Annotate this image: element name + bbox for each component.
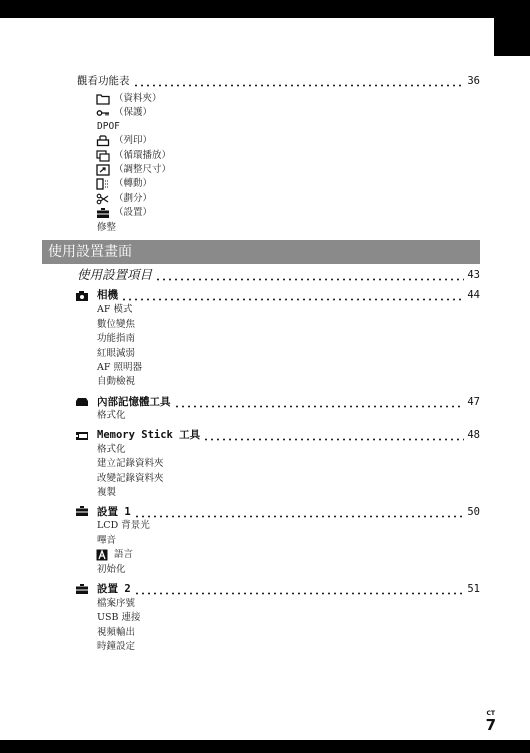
dot-leader — [203, 428, 464, 442]
camera-item: 紅眼減弱 — [97, 348, 136, 359]
toc-entry-title: 使用設置項目 — [77, 267, 153, 282]
memory-stick-item: 複製 — [97, 487, 117, 498]
setup1-item: 初始化 — [97, 564, 126, 575]
resize-icon — [96, 164, 110, 176]
camera-item: 自動檢視 — [97, 376, 136, 387]
memory-stick-icon — [75, 430, 89, 442]
top-border-bar — [0, 0, 530, 18]
view-item-setup: （設置） — [114, 207, 153, 218]
internal-memory-icon — [75, 396, 89, 408]
toc-entry-internal-memory[interactable] — [97, 395, 480, 409]
setup1-item: 語言 — [114, 549, 134, 560]
view-item-folder: （資料夾） — [114, 93, 162, 104]
camera-item: 功能指南 — [97, 333, 136, 344]
slideshow-icon — [96, 150, 110, 162]
internal-memory-item: 格式化 — [97, 410, 126, 421]
camera-icon — [75, 290, 89, 302]
divide-icon — [96, 193, 110, 205]
dot-leader — [133, 74, 465, 88]
toc-entry-page: 44 — [467, 289, 480, 301]
toc-entry-page: 48 — [467, 429, 480, 441]
view-item-trimming: 修整 — [97, 222, 117, 233]
toc-entry-page: 47 — [467, 396, 480, 408]
memory-stick-item: 建立記錄資料夾 — [97, 458, 164, 469]
folder-icon — [96, 93, 110, 105]
print-icon — [96, 135, 110, 147]
view-item-slideshow: （循環播放） — [114, 150, 172, 161]
view-item-protect: （保護） — [114, 107, 153, 118]
bottom-border-bar — [0, 740, 530, 753]
dot-leader — [134, 582, 465, 596]
toc-entry-page: 36 — [467, 75, 480, 87]
toc-entry-title: 內部記憶體工具 — [97, 396, 171, 408]
setup2-item: USB 連接 — [97, 612, 141, 623]
view-item-dpof: DPOF — [97, 121, 120, 132]
language-icon — [96, 549, 108, 561]
section-tab-marker — [494, 18, 530, 56]
toc-entry-setup-items[interactable] — [77, 268, 480, 282]
region-code: CT — [486, 710, 496, 717]
toolbox-icon — [75, 505, 89, 517]
toc-entry-setup1[interactable] — [97, 505, 480, 519]
memory-stick-item: 改變記錄資料夾 — [97, 473, 164, 484]
toc-entry-page: 50 — [467, 506, 480, 518]
memory-stick-item: 格式化 — [97, 444, 126, 455]
toc-entry-title: 設置 2 — [97, 583, 131, 595]
setup1-item: 嗶音 — [97, 535, 117, 546]
toc-entry-title: 相機 — [97, 289, 118, 301]
toc-entry-view-menu[interactable] — [77, 74, 480, 88]
toc-entry-title: Memory Stick 工具 — [97, 429, 201, 441]
dot-leader — [121, 288, 464, 302]
view-item-resize: （調整尺寸） — [114, 164, 172, 175]
setup1-item: LCD 背景光 — [97, 520, 150, 531]
toc-entry-title: 設置 1 — [97, 506, 131, 518]
toc-entry-page: 51 — [467, 583, 480, 595]
toc-entry-setup2[interactable] — [97, 582, 480, 596]
toolbox-icon — [96, 207, 110, 219]
toc-entry-page: 43 — [467, 269, 480, 281]
page-number — [486, 710, 496, 733]
dot-leader — [134, 505, 465, 519]
setup2-item: 檔案序號 — [97, 598, 136, 609]
key-icon — [96, 107, 110, 119]
setup2-item: 時鐘設定 — [97, 641, 136, 652]
dot-leader — [174, 395, 465, 409]
camera-item: AF 模式 — [97, 304, 133, 315]
section-heading-bar — [42, 240, 480, 264]
setup2-item: 視頻輸出 — [97, 627, 136, 638]
rotate-icon — [96, 178, 110, 190]
view-item-divide: （劃分） — [114, 193, 153, 204]
toc-entry-camera[interactable] — [97, 288, 480, 302]
toc-entry-title: 觀看功能表 — [77, 75, 130, 87]
view-item-print: （列印） — [114, 135, 153, 146]
toolbox-icon — [75, 583, 89, 595]
section-heading: 使用設置畫面 — [48, 244, 132, 260]
toc-entry-memory-stick[interactable] — [97, 428, 480, 442]
camera-item: AF 照明器 — [97, 362, 142, 373]
view-item-rotate: （轉動） — [114, 178, 153, 189]
dot-leader — [155, 268, 464, 282]
page-number-value: 7 — [485, 716, 496, 734]
camera-item: 數位變焦 — [97, 319, 136, 330]
